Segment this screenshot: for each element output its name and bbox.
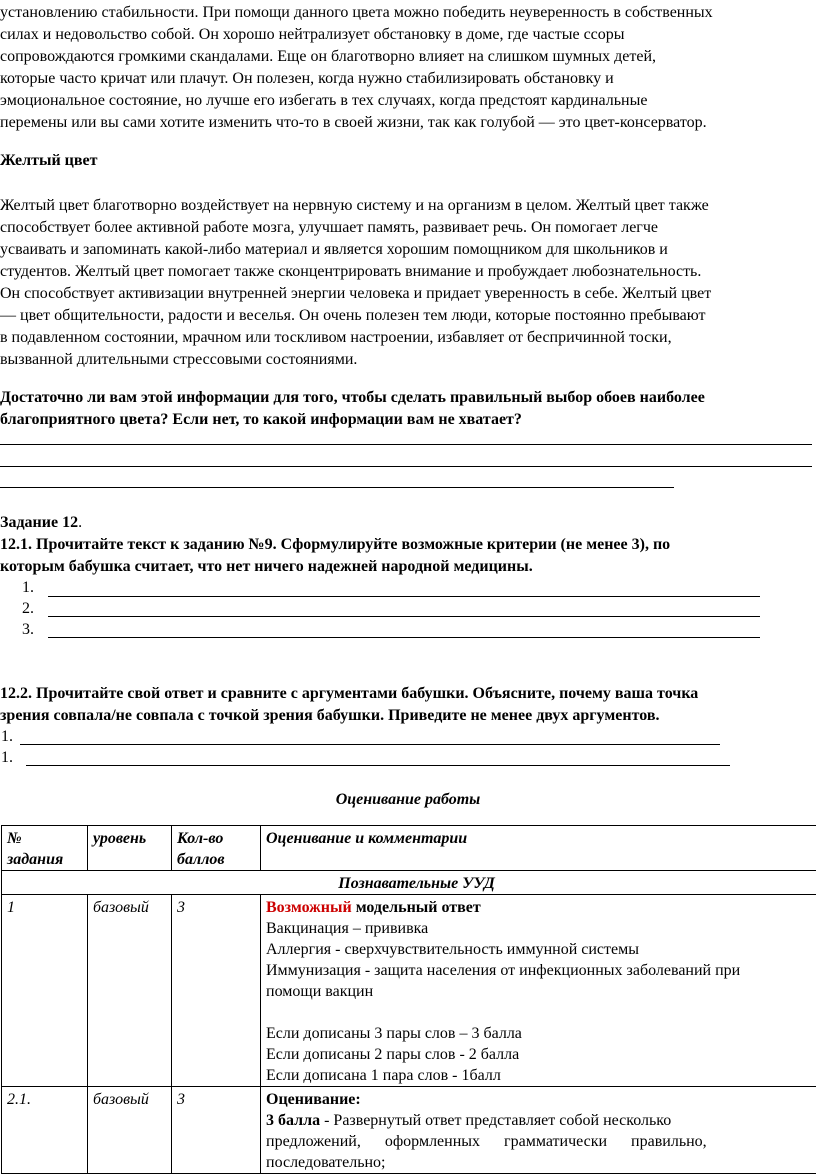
text-line: усваивать и запоминать какой-либо материал и является хорошим помощником для школьников и — [0, 241, 668, 258]
text-line: в подавленном состоянии, мрачном или тоскливом настроении, избавляет от беспричинной тоски, — [0, 329, 672, 346]
answer-line[interactable] — [48, 637, 760, 638]
grading-table — [1, 825, 816, 1174]
text-line: Если дописаны 3 пары слов – 3 балла — [266, 1025, 522, 1042]
table-section-row — [2, 871, 816, 895]
text-line: которые часто кричат или плачут. Он полезен, когда нужно стабилизировать обстановку и — [0, 70, 614, 87]
list-item-number: 3. — [22, 621, 34, 638]
answer-line[interactable] — [0, 444, 812, 445]
task12-2-line2: зрения совпала/не совпала с точкой зрения бабушки. Приведите не менее двух аргументов. — [0, 707, 660, 724]
text-line: Если дописана 1 пара слов - 1балл — [266, 1067, 501, 1084]
text-line: предложений, оформленных грамматически правильно, — [266, 1133, 707, 1150]
list-item-number: 2. — [22, 600, 34, 617]
text-line: помощи вакцин — [266, 983, 374, 1000]
text-line: студентов. Желтый цвет помогает также сконцентрировать внимание и пробуждает любознательность. — [0, 263, 702, 280]
task12-1-line1: 12.1. Прочитайте текст к заданию №9. Сформулируйте возможные критерии (не менее 3), по — [0, 536, 671, 553]
text-line: — цвет общительности, радости и веселья. Он очень полезен тем люди, которые постоянно пребывают — [0, 307, 706, 324]
task12-1-line2: которым бабушка считает, что нет ничего надежней народной медицины. — [0, 558, 533, 575]
header-comments: Оценивание и комментарии — [261, 826, 816, 871]
text-line: Желтый цвет благотворно воздействует на нервную систему и на организм в целом. Желтый цвет также — [0, 197, 709, 214]
header-task-number: № задания — [2, 826, 88, 871]
text-line: Аллергия - сверхчувствительность иммунной системы — [266, 941, 639, 958]
answer-line[interactable] — [48, 596, 760, 597]
text-line: Если дописаны 2 пары слов - 2 балла — [266, 1046, 520, 1063]
grading-label: Оценивание: — [266, 1091, 361, 1108]
table-header-row — [2, 826, 816, 871]
cell-task-number: 1 — [2, 895, 88, 1087]
task12-title — [0, 512, 816, 534]
answer-number: 1. — [1, 728, 13, 745]
text-line: вызванной длительными стрессовыми состояниями. — [0, 351, 358, 368]
section-cognitive-uud: Познавательные УУД — [2, 871, 816, 895]
text-line: последовательно; — [266, 1154, 386, 1171]
cell-level: базовый — [88, 1087, 172, 1174]
cell-comments — [261, 895, 816, 1087]
text-line: установлению стабильности. При помощи данного цвета можно победить неуверенность в собственных — [0, 4, 713, 21]
yellow-color-heading: Желтый цвет — [0, 152, 98, 169]
task12-2-line1: 12.2. Прочитайте свой ответ и сравните с аргументами бабушки. Объясните, почему ваша точка — [0, 685, 699, 702]
header-level: уровень — [88, 826, 172, 871]
text-line: способствует более активной работе мозга, улучшает память, развивает речь. Он помогает легче — [0, 219, 658, 236]
answer-line[interactable] — [26, 765, 730, 766]
answer-line[interactable] — [48, 616, 760, 617]
answer-line[interactable] — [0, 466, 812, 467]
table-row — [2, 1087, 816, 1174]
text-line: сопровождаются громкими скандалами. Еще он благотворно влияет на слишком шумных детей, — [0, 48, 656, 65]
text-line: благоприятного цвета? Если нет, то какой информации вам не хватает? — [0, 411, 522, 428]
model-answer-heading: Возможный модельный ответ — [266, 899, 481, 916]
text-line: Он способствует активизации внутренней энергии человека и придает уверенность в себе. Желтый цвет — [0, 285, 712, 302]
cell-task-number: 2.1. — [2, 1087, 88, 1174]
text-line: Вакцинация – прививка — [266, 920, 429, 937]
text-line: силах и недовольство собой. Он хорошо нейтрализует обстановку в доме, где частые ссоры — [0, 26, 625, 43]
text-line: эмоциональное состояние, но лучше его избегать в тех случаях, когда предстоят кардинальные — [0, 92, 648, 109]
table-row — [2, 895, 816, 1087]
answer-number: 1. — [1, 749, 13, 766]
grading-title: Оценивание работы — [335, 791, 481, 808]
text-line: Достаточно ли вам этой информации для того, чтобы сделать правильный выбор обоев наиболее — [0, 389, 705, 406]
task12-title-dot: . — [78, 514, 83, 531]
cell-comments — [261, 1087, 816, 1174]
cell-points: 3 — [172, 895, 261, 1087]
cell-points: 3 — [172, 1087, 261, 1174]
text-line: Иммунизация - защита населения от инфекционных заболеваний при — [266, 962, 741, 979]
answer-line[interactable] — [0, 487, 674, 488]
text-line: перемены или вы сами хотите изменить что-то в своей жизни, так как голубой — это цвет-консерватор. — [0, 114, 707, 131]
answer-line[interactable] — [20, 744, 720, 745]
text-line: 3 балла - Развернутый ответ представляет собой несколько — [266, 1112, 672, 1129]
cell-level: базовый — [88, 895, 172, 1087]
task12-title-text: Задание 12 — [0, 514, 79, 531]
list-item-number: 1. — [22, 579, 34, 596]
header-points: Кол-во баллов — [172, 826, 261, 871]
